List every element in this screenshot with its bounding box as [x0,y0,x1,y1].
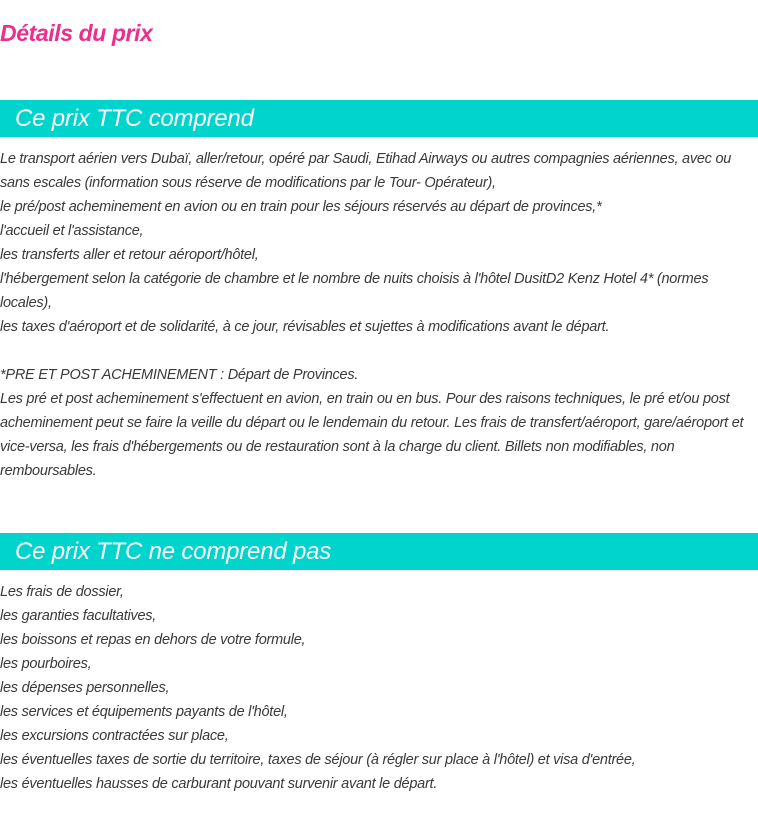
included-item: les taxes d'aéroport et de solidarité, à ce jour, révisables et sujettes à modifications avant le départ. [0,319,610,335]
excluded-item: les services et équipements payants de l'hôtel, [0,704,288,720]
excluded-list [0,580,756,796]
excluded-heading: Ce prix TTC ne comprend pas [15,537,332,565]
transport-note-title: *PRE ET POST ACHEMINEMENT : Départ de Provinces. [0,367,359,383]
included-item: Le transport aérien vers Dubaï, aller/retour, opéré par Saudi, Etihad Airways ou autres compagnies aériennes, avec ou sans escales (information sous réserve de modifications par le Tour- Opérateur), [0,151,732,191]
included-list [0,147,756,339]
page-title: Détails du prix [0,20,153,46]
transport-note [0,363,756,483]
included-item: l'accueil et l'assistance, [0,223,144,239]
excluded-section-header [0,533,758,570]
excluded-item: les éventuelles taxes de sortie du territoire, taxes de séjour (à régler sur place à l'hôtel) et visa d'entrée, [0,752,636,768]
excluded-item: Les frais de dossier, [0,584,124,600]
included-section-header [0,100,758,137]
excluded-item: les dépenses personnelles, [0,680,170,696]
included-item: l'hébergement selon la catégorie de chambre et le nombre de nuits choisis à l'hôtel DusitD2 Kenz Hotel 4* (normes locales), [0,271,709,311]
transport-note-body: Les pré et post acheminement s'effectuent en avion, en train ou en bus. Pour des raisons techniques, le pré et/ou post acheminement peut se faire la veille du départ ou le lendemain du retour. Les frais de transfert/aéroport, gare/aéroport et vice-versa, les frais d'hébergements ou de restauration sont à la charge du client. Billets non modifiables, non remboursables. [0,391,744,479]
excluded-item: les excursions contractées sur place, [0,728,229,744]
excluded-item: les pourboires, [0,656,92,672]
excluded-item: les éventuelles hausses de carburant pouvant survenir avant le départ. [0,776,438,792]
included-item: le pré/post acheminement en avion ou en train pour les séjours réservés au départ de provinces,* [0,199,602,215]
excluded-item: les garanties facultatives, [0,608,157,624]
included-item: les transferts aller et retour aéroport/hôtel, [0,247,259,263]
included-heading: Ce prix TTC comprend [15,104,254,132]
excluded-item: les boissons et repas en dehors de votre formule, [0,632,306,648]
